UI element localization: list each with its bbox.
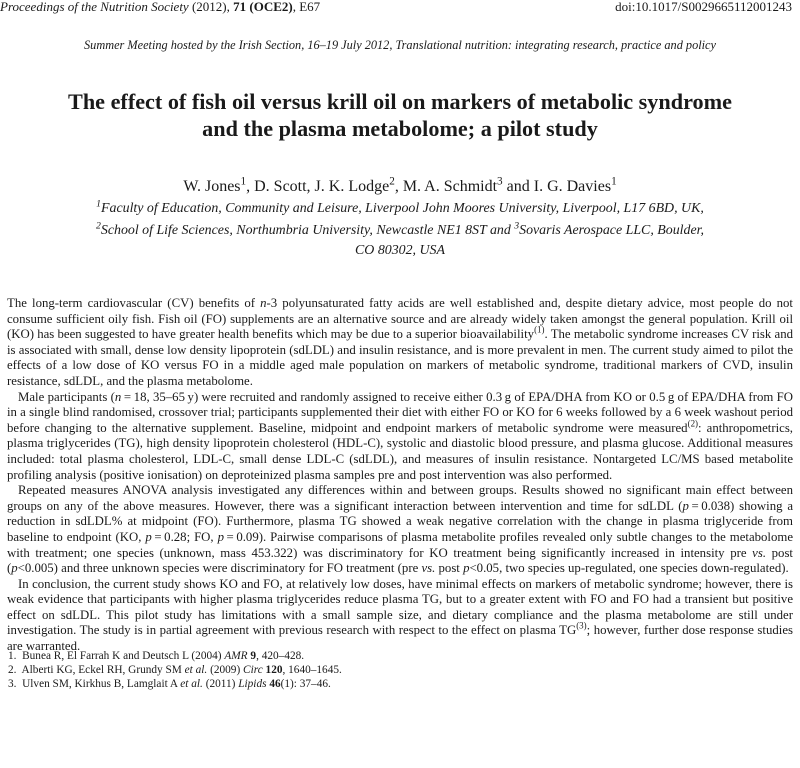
paper-title <box>0 88 800 142</box>
paragraph-background: The long-term cardiovascular (CV) benefits of n-3 polyunsaturated fatty acids are well established and, despite dietary advice, most people do not consume sufficient oily fish. Fish oil (FO) supplements are an alternative source and are already widely taken amongst the general population. Krill oil (KO) has been suggested to have greater health benefits which may be due to a superior bioavailability$^{(1)}$. The metabolic syndrome increases CV risk and is associated with small, dense low density lipoprotein (sdLDL) and insulin resistance, and is more prevalent in men. The current study aimed to pilot the effects of a low dose of KO versus FO in a middle aged male population on markers of metabolic syndrome, traditional markers of CVD, insulin resistance, sdLDL, and the plasma metabolome. <box>7 296 793 388</box>
paragraph-methods: Male participants (n = 18, 35–65 y) were recruited and randomly assigned to receive either 0.3 g of EPA/DHA from KO or 0.5 g of EPA/DHA from FO in a single blind randomised, crossover trial; participants supplemented their diet with either FO or KO for 6 weeks followed by a 6 week washout period before changing to the alternative supplement. Baseline, midpoint and endpoint markers of metabolic syndrome were measured$^{(2)}$: anthropometrics, plasma triglycerides (TG), high density lipoprotein cholesterol (HDL-C), systolic and diastolic blood pressure, and plasma glucose. Additional measures included: total plasma cholesterol, LDL-C, small dense LDL-C (sdLDL), and measures of insulin resistance. Nontargeted LC/MS based metabolite profiling analysis (positive ionisation) on deproteinized plasma samples pre and post intervention was also performed. <box>7 389 794 482</box>
references <box>0 649 800 691</box>
paragraph-results: Repeated measures ANOVA analysis investigated any differences within and between groups. Results showed no significant main effect between groups on any of the above measures. However, there was a significant interaction between intervention and time for sdLDL (p = 0.038) showing a reduction in sdLDL% at midpoint (FO). Furthermore, plasma TG showed a weak negative correlation with the change in plasma triglyceride from baseline to endpoint (KO, p = 0.28; FO, p = 0.09). Pairwise comparisons of plasma metabolite profiles revealed only subtle changes to the metabolome with treatment; one species (unknown, mass 453.322) was discriminatory for KO treatment being significantly increased in intensity pre vs. post (p<0.005) and three unknown species were discriminatory for FO treatment (pre vs. post p<0.05, two species up-regulated, one species down-regulated). <box>7 483 794 576</box>
doi[interactable]: doi:10.1017/S0029665112001243 <box>615 0 792 14</box>
reference-item: 2. Alberti KG, Eckel RH, Grundy SM et al. (2009) Circ 120, 1640–1645. <box>8 664 342 676</box>
affiliation-1: $^1$Faculty of Education, Community and Leisure, Liverpool John Moores University, Liverpool, L17 6BD, UK, <box>96 198 704 216</box>
running-head <box>0 0 800 16</box>
reference-item: 1. Bunea R, El Farrah K and Deutsch L (2004) AMR 9, 420–428. <box>8 650 305 662</box>
meeting-line: Summer Meeting hosted by the Irish Section, 16–19 July 2012, Translational nutrition: integrating research, practice and policy <box>84 38 716 52</box>
paragraph-conclusion: In conclusion, the current study shows KO and FO, at relatively low doses, have minimal effects on markers of metabolic syndrome; however, there is weak evidence that participants with higher plasma triglycerides reduce plasma TG, but to a greater extent with FO and FO had a transient but positive effect on sdLDL. This pilot study has limitations with a small sample size, and dietary compliance and the plasma metabolome are still under investigation. The study is in partial agreement with previous research with respect to the effect on plasma TG$^{(3)}$; however, further dose response studies are warranted. <box>7 576 793 654</box>
affiliation-2: $^2$School of Life Sciences, Northumbria University, Newcastle NE1 8ST and $^3$Sovaris Aerospace LLC, Boulder, <box>96 220 704 238</box>
affiliation-3: CO 80302, USA <box>355 243 445 258</box>
title-line-2: and the plasma metabolome; a pilot study <box>202 116 598 141</box>
journal-citation: Proceedings of the Nutrition Society (2012), 71 (OCE2), E67 <box>0 0 321 14</box>
abstract-body <box>7 296 793 655</box>
reference-item: 3. Ulven SM, Kirkhus B, Lamglait A et al. (2011) Lipids 46(1): 37–46. <box>8 678 331 690</box>
authors: W. Jones$^1$, D. Scott, J. K. Lodge$^2$, M. A. Schmidt$^3$ and I. G. Davies$^1$ <box>183 175 617 195</box>
title-line-1: The effect of fish oil versus krill oil on markers of metabolic syndrome <box>68 89 732 114</box>
